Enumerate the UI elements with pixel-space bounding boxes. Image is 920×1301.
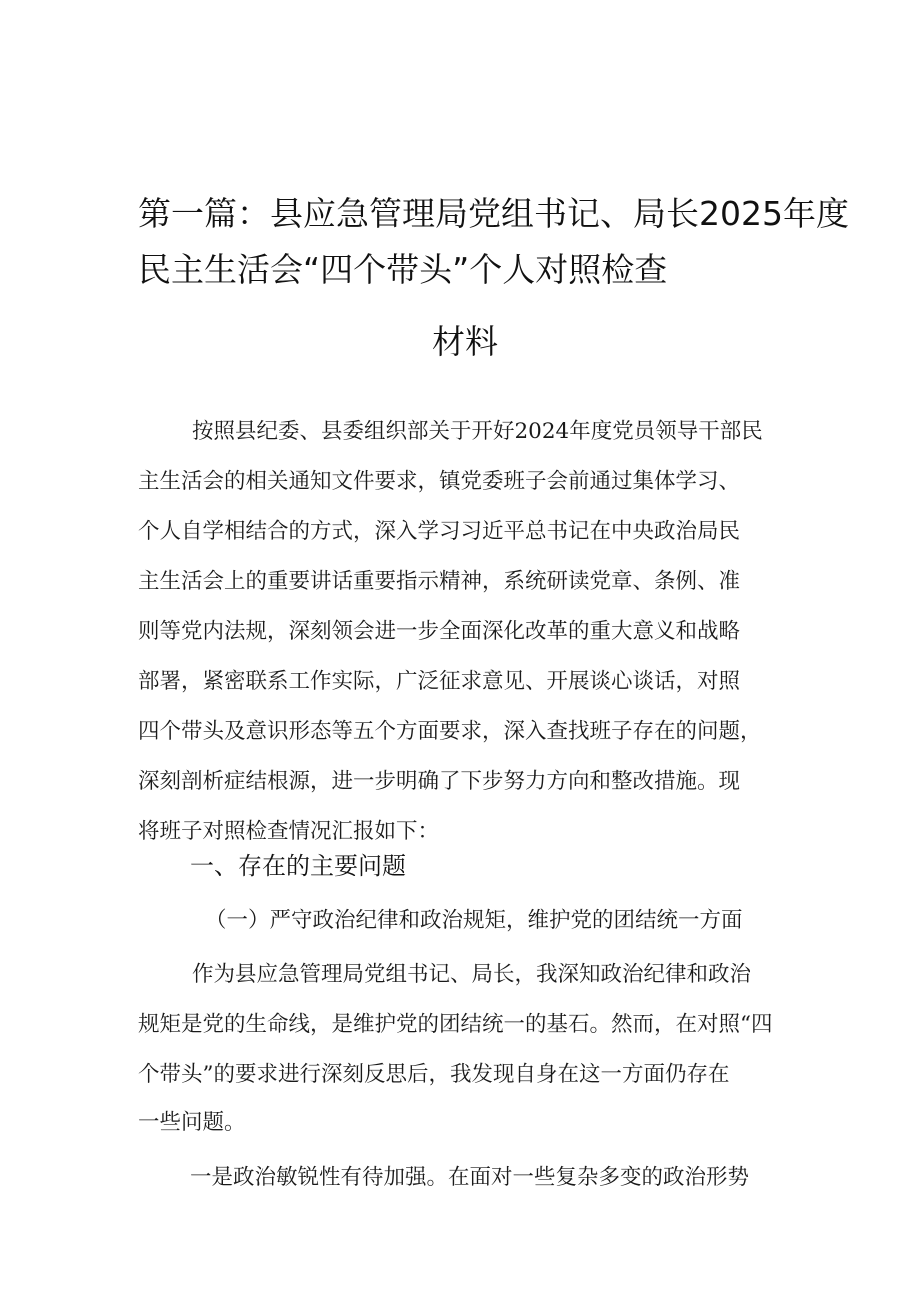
intro-line-4: 主生活会上的重要讲话重要指示精神，系统研读党章、条例、准 xyxy=(138,569,741,594)
intro-line-3: 个人自学相结合的方式，深入学习习近平总书记在中央政治局民 xyxy=(138,519,741,544)
intro-line-8: 深刻剖析症结根源，进一步明确了下步努力方向和整改措施。现 xyxy=(138,769,741,794)
para2-line-2: 规矩是党的生命线，是维护党的团结统一的基石。然而，在对照“四 xyxy=(138,1012,773,1037)
intro-line-5: 则等党内法规，深刻领会进一步全面深化改革的重大意义和战略 xyxy=(138,619,741,644)
title-line-2: 民主生活会“四个带头”个人对照检查 xyxy=(138,250,668,289)
intro-line-2: 主生活会的相关通知文件要求，镇党委班子会前通过集体学习、 xyxy=(138,469,741,494)
intro-line-9: 将班子对照检查情况汇报如下： xyxy=(138,819,440,844)
para2-line-1: 作为县应急管理局党组书记、局长，我深知政治纪律和政治 xyxy=(192,962,752,987)
subsection-heading: （一）严守政治纪律和政治规矩，维护党的团结统一方面 xyxy=(205,908,743,933)
intro-line-7: 四个带头及意识形态等五个方面要求，深入查找班子存在的问题， xyxy=(138,719,762,744)
title-line-3: 材料 xyxy=(432,322,498,361)
intro-line-6: 部署，紧密联系工作实际，广泛征求意见、开展谈心谈话，对照 xyxy=(138,669,741,694)
intro-line-1: 按照县纪委、县委组织部关于开好2024年度党员领导干部民 xyxy=(192,419,763,444)
para2-line-3: 个带头”的要求进行深刻反思后，我发现自身在这一方面仍存在 xyxy=(138,1062,730,1087)
title-line-1: 第一篇：县应急管理局党组书记、局长2025年度 xyxy=(138,194,849,233)
para3-line-1: 一是政治敏锐性有待加强。在面对一些复杂多变的政治形势 xyxy=(190,1165,750,1190)
para2-line-4: 一些问题。 xyxy=(138,1110,246,1135)
section-heading: 一、存在的主要问题 xyxy=(190,852,406,880)
